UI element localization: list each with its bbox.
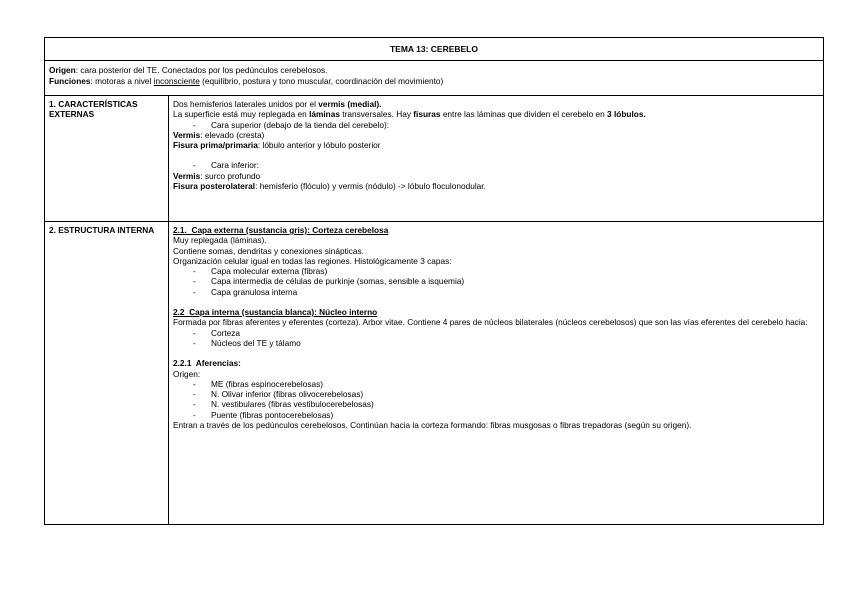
s1-p1-bold: vermis (medial). bbox=[318, 99, 382, 109]
section-1-heading: 1. CARACTERÍSTICAS EXTERNAS bbox=[45, 96, 169, 221]
funciones-underlined: inconsciente bbox=[153, 76, 200, 86]
s1-fisura-1-text: : lóbulo anterior y lóbulo posterior bbox=[257, 140, 381, 151]
section-1-row bbox=[45, 96, 823, 222]
list-item: - Capa granulosa interna bbox=[193, 286, 298, 297]
s2-sub1-item-2: Capa intermedia de células de purkinje (somas, sensible a isquemia) bbox=[211, 276, 465, 287]
s1-vermis-1 bbox=[173, 130, 819, 140]
s2-sub3-item-3: N. vestibulares (fibras vestibulocerebelosas) bbox=[211, 399, 374, 410]
s1-item-inferior: Cara inferior: bbox=[211, 160, 259, 171]
s2-sub2-text: Formada por fibras aferentes y eferentes (corteza). Arbor vitae. Contiene 4 pares de núcleos bilaterales (núcleos cerebelosos) que son las vías eferentes del cerebelo hacia: bbox=[173, 317, 808, 328]
section-2-row bbox=[45, 222, 823, 524]
s2-sub3-label: Origen: bbox=[173, 368, 201, 379]
s1-p2-text-a: La superficie está muy replegada en bbox=[173, 109, 310, 120]
s2-sub2-item-2: Núcleos del TE y tálamo bbox=[211, 337, 301, 348]
list-item: - N. Olivar inferior (fibras olivocerebelosas) bbox=[193, 389, 364, 400]
s2-sub1-item-1: Capa molecular externa (fibras) bbox=[211, 266, 328, 277]
list-item: - N. vestibulares (fibras vestibulocerebelosas) bbox=[193, 399, 374, 410]
spacer bbox=[173, 348, 819, 358]
s1-fisura-2-text: : hemisferio (flóculo) y vermis (nódulo) -> lóbulo floculonodular. bbox=[255, 181, 486, 192]
s2-sub1-item-3: Capa granulosa interna bbox=[211, 286, 298, 297]
section-2-heading: 2. ESTRUCTURA INTERNA bbox=[45, 222, 169, 524]
funciones-text-a: : motoras a nivel bbox=[90, 76, 154, 86]
s1-p2-bold-2: fisuras bbox=[413, 109, 441, 120]
s2-sub2-item-1: Corteza bbox=[211, 327, 241, 338]
s1-fisura-2-label: Fisura posterolateral bbox=[173, 181, 256, 192]
s2-sub1-line-2: Contiene somas, dendritas y conexiones sinápticas. bbox=[173, 245, 364, 256]
s1-vermis-1-text: : elevado (cresta) bbox=[200, 129, 265, 140]
s1-p2-bold-3: 3 lóbulos. bbox=[607, 109, 646, 120]
intro-cell bbox=[45, 61, 823, 96]
document-table bbox=[44, 37, 824, 525]
list-item: - Cara inferior: bbox=[193, 160, 259, 171]
s2-sub1-line-3: Organización celular igual en todas las regiones. Histológicamente 3 capas: bbox=[173, 255, 452, 266]
s1-paragraph-1 bbox=[173, 99, 819, 109]
s2-sub1-title: 2.1. Capa externa (sustancia gris): Corteza cerebelosa bbox=[173, 225, 389, 235]
list-item: - Corteza bbox=[193, 327, 241, 338]
s2-sub3-item-1: ME (fibras espinocerebelosas) bbox=[211, 378, 324, 389]
s1-vermis-2-text: : surco profundo bbox=[200, 170, 261, 181]
document-title: TEMA 13: CEREBELO bbox=[45, 38, 823, 61]
funciones-text-b: (equilibrio, postura y tono muscular, coordinación del movimiento) bbox=[199, 76, 444, 86]
funciones-label: Funciones bbox=[49, 76, 91, 86]
s2-sub3-text: Entran a través de los pedúnculos cerebelosos. Continúan hacia la corteza formando: fibras musgosas o fibras trepadoras (según su origen). bbox=[173, 420, 692, 431]
s2-sub3-item-2: N. Olivar inferior (fibras olivocerebelosas) bbox=[211, 389, 364, 400]
s1-paragraph-2 bbox=[173, 109, 819, 119]
origen-label: Origen bbox=[49, 65, 76, 75]
origen-line bbox=[49, 65, 819, 76]
origen-text: : cara posterior del TE. Conectados por los pedúnculos cerebelosos. bbox=[75, 65, 328, 75]
s1-p2-bold-1: láminas bbox=[309, 109, 340, 120]
list-item: - Puente (fibras pontocerebelosas) bbox=[193, 409, 334, 420]
s1-fisura-1 bbox=[173, 140, 819, 150]
s1-fisura-1-label: Fisura prima/primaria bbox=[173, 140, 258, 151]
s2-sub3-title: 2.2.1 Aferencias: bbox=[173, 358, 241, 369]
list-item: - ME (fibras espinocerebelosas) bbox=[193, 378, 324, 389]
list-item: - Núcleos del TE y tálamo bbox=[193, 337, 301, 348]
section-1-content bbox=[169, 96, 823, 221]
funciones-line bbox=[49, 76, 819, 87]
s1-vermis-2 bbox=[173, 171, 819, 181]
list-item: - Cara superior (debajo de la tienda del cerebelo): bbox=[193, 119, 390, 130]
s1-vermis-2-label: Vermis bbox=[173, 170, 201, 181]
s1-p1-text: Dos hemisferios laterales unidos por el bbox=[173, 99, 319, 109]
section-2-content bbox=[169, 222, 823, 524]
list-item: - Capa intermedia de células de purkinje (somas, sensible a isquemia) bbox=[193, 276, 465, 287]
s2-sub2-title: 2.2 Capa interna (sustancia blanca): Núcleo interno bbox=[173, 307, 378, 318]
s2-sub3-item-4: Puente (fibras pontocerebelosas) bbox=[211, 409, 334, 420]
s1-vermis-1-label: Vermis bbox=[173, 129, 201, 140]
s2-sub1-line-1: Muy replegada (láminas). bbox=[173, 235, 267, 246]
list-item: - Capa molecular externa (fibras) bbox=[193, 266, 328, 277]
s1-item-superior: Cara superior (debajo de la tienda del cerebelo): bbox=[211, 119, 390, 130]
s1-fisura-2 bbox=[173, 181, 819, 191]
spacer bbox=[173, 150, 819, 160]
s1-p2-text-b: transversales. Hay bbox=[339, 109, 414, 120]
spacer bbox=[173, 297, 819, 307]
s1-p2-text-c: entre las láminas que dividen el cerebelo en bbox=[440, 109, 608, 120]
